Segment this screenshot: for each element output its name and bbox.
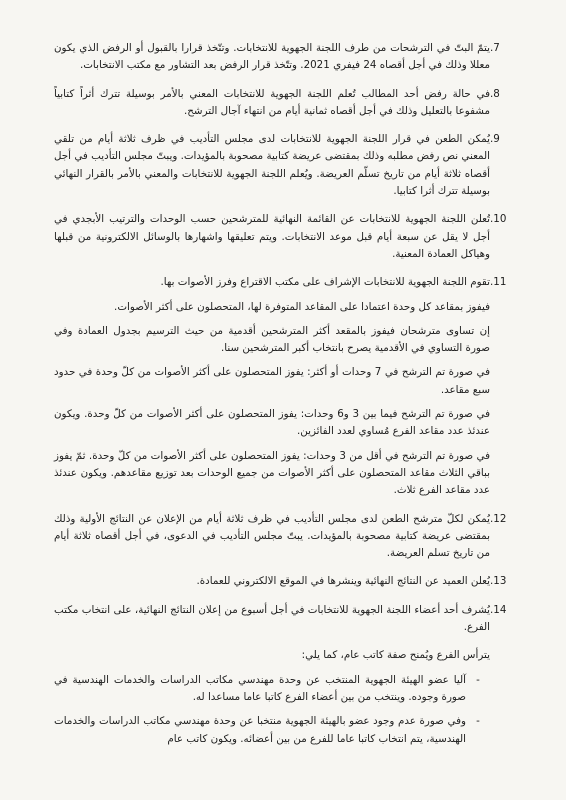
item-text: يتمّ البتّ في الترشحات من طرف اللجنة الجهوية للانتخابات. وتتّخذ قرارا بالقبول أو الرفض الذي يكون معللا وذلك في أجل أقصاه 24 فيفري 2021. وتتّخذ قرار الرفض بعد التشاور مع مكتب الانتخابات. [54, 42, 490, 72]
paragraph-seven-units: في صورة تم الترشح في 7 وحدات أو أكثر: يفوز المتحصلون على أكثر الأصوات من كلّ وحدة في حدود سبع مقاعد. [54, 366, 490, 396]
item-text: في حالة رفض أحد المطالب تُعلم اللجنة الجهوية للانتخابات المعني بالأمر بوسيلة تترك أثراً كتابياً مشفوعا بالتعليل وذلك في أجل أقصاه ثمانية أيام من انتهاء آجال الترشح. [54, 87, 490, 117]
bullet-dash: - [476, 715, 480, 728]
bullet-item [54, 672, 490, 707]
item-number: .10 [490, 213, 507, 226]
bullet-text: وفي صورة عدم وجود عضو بالهيئة الجهوية منتخبا عن وحدة مهندسي مكاتب الدراسات والخدمات الهندسية، يتم انتخاب كاتبا عاما للفرع من بين أعضائه. ويكون كاتب عام [54, 715, 466, 745]
paragraph-three-to-six-units: في صورة تم الترشح فيما بين 3 و6 وحدات: يفوز المتحصلون على أكثر الأصوات من كلّ وحدة. ويكون عندئذ عدد مقاعد الفرع مُساوي لعدد الفائزين. [54, 408, 490, 438]
paragraph-tie-rule: إن تساوى مترشحان فيفوز بالمقعد أكثر المترشحين أقدمية من حيث الترسيم بجدول العمادة وفي صورة التساوي في الأقدمية يصرح بانتخاب أكبر المترشحين سنا. [54, 324, 490, 355]
item-text: تقوم اللجنة الجهوية للانتخابات الإشراف على مكتب الاقتراع وفرز الأصوات بها. [160, 276, 490, 289]
item-text: يُمكن لكلّ مترشح الطعن لدى مجلس التأديب في ظرف ثلاثة أيام من الإعلان عن النتائج الأولية وذلك بمقتضى عريضة كتابية مصحوبة بالمؤيدات. يبتّ مجلس التأديب في الدعوى، في أجل أقصاه ثلاثة أيام من تاريخ تسلم العريضة. [54, 512, 490, 560]
list-item-8 [54, 86, 516, 121]
item-text: يُمكن الطعن في قرار اللجنة الجهوية للانتخابات لدى مجلس التأديب في ظرف ثلاثة أيام من تلقي المعني نص رفض مطلبه وذلك بمقتضى عريضة كتابية مصحوبة بالمؤيدات. ويبتّ مجلس التأديب في أجل أقصاه ثلاثة أيام من تاريخ تسلّم العريضة. ويُعلم اللجنة الجهوية للانتخابات والمعني بالأمر بالقرار النهائي بوسيلة تترك أثرا كتابيا. [54, 133, 490, 198]
bullet-item [54, 713, 490, 748]
list-item-12 [54, 511, 516, 563]
item-number: .12 [490, 512, 507, 525]
bullet-text: آليا عضو الهيئة الجهوية المنتخب عن وحدة مهندسي مكاتب الدراسات والخدمات الهندسية في صورة وجوده. وينتخب من بين أعضاء الفرع كاتبا عاما مساعدا له. [54, 673, 466, 703]
item-number: .14 [490, 603, 507, 616]
bullet-dash: - [476, 673, 480, 686]
list-item-14 [54, 602, 516, 637]
list-item-7 [54, 40, 516, 75]
list-item-9 [54, 131, 516, 200]
item-text: يُعلن العميد عن النتائج النهائية وينشرها في الموقع الالكتروني للعمادة. [196, 575, 490, 588]
list-item-13 [54, 573, 516, 590]
item-text: يُشرف أحد أعضاء اللجنة الجهوية للانتخابات في أجل أسبوع من إعلان النتائج النهائية، على انتخاب مكتب الفرع. [54, 603, 490, 634]
item-text: تُعلن اللجنة الجهوية للانتخابات عن القائمة النهائية للمترشحين حسب الوحدات والترتيب الأبجدي في أجل لا يقل عن سبعة أيام قبل موعد الانتخابات. ويتم تعليقها واشهارها بالوسائل الالكترونية من قبلها وهياكل العمادة المعنية. [54, 213, 490, 260]
item-number: .13 [490, 575, 507, 588]
list-item-10 [54, 211, 516, 263]
paragraph-less-than-three-units: في صورة تم الترشح في أقل من 3 وحدات: يفوز المتحصلون على أكثر الأصوات من كلّ وحدة. ثمّ يفوز بباقي الثلاث مقاعد المتحصلون على أكثر الأصوات من جميع الوحدات بعد توزيع مقاعدهم. ويكون عندئذ عدد مقاعد الفرع ثلاث. [54, 449, 490, 497]
item-number: .7 [490, 42, 500, 54]
item-number: .8 [490, 87, 500, 100]
list-item-11 [54, 274, 516, 291]
item-number: .11 [490, 276, 507, 289]
paragraph-branch-head: يترأس الفرع ويُمنح صفة كاتب عام، كما يلي: [301, 649, 490, 662]
paragraph-seat-allocation: فيفوز بمقاعد كل وحدة اعتمادا على المقاعد المتوفرة لها، المتحصلون على أكثر الأصوات. [114, 300, 490, 313]
item-number: .9 [490, 133, 500, 146]
